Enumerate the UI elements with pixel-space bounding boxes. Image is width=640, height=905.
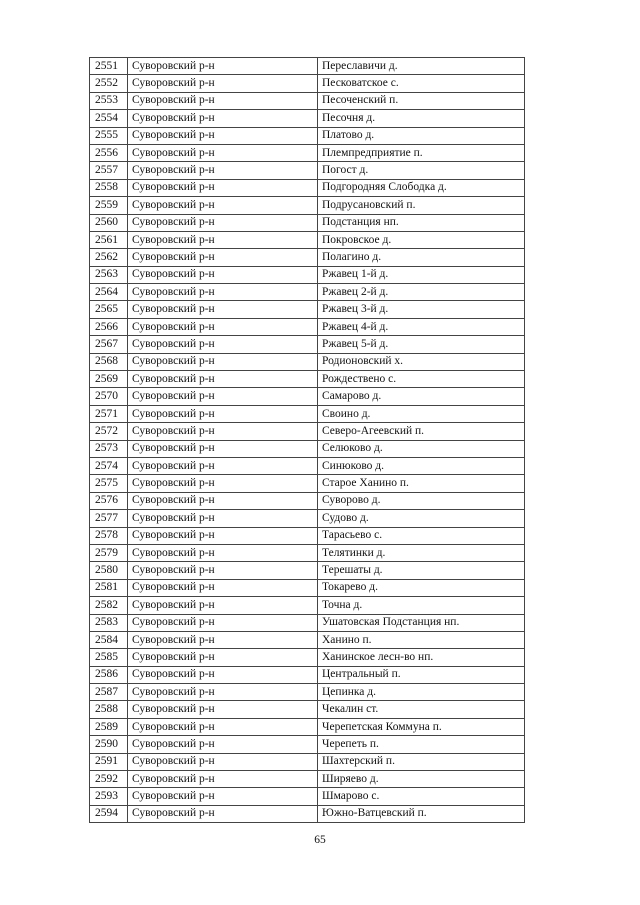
place-cell: Покровское д. [318,231,525,248]
row-number-cell: 2552 [90,75,128,92]
place-cell: Старое Ханино п. [318,475,525,492]
district-cell: Суворовский р-н [128,301,318,318]
district-cell: Суворовский р-н [128,318,318,335]
place-cell: Ширяево д. [318,771,525,788]
place-cell: Селюково д. [318,440,525,457]
table-row [90,110,525,127]
row-number-cell: 2593 [90,788,128,805]
table-row [90,736,525,753]
place-cell: Чекалин ст. [318,701,525,718]
place-cell: Своино д. [318,405,525,422]
place-cell: Синюково д. [318,457,525,474]
row-number-cell: 2558 [90,179,128,196]
district-cell: Суворовский р-н [128,457,318,474]
place-cell: Ржавец 4-й д. [318,318,525,335]
district-cell: Суворовский р-н [128,805,318,822]
district-cell: Суворовский р-н [128,92,318,109]
table-row [90,371,525,388]
place-cell: Рождествено с. [318,371,525,388]
row-number-cell: 2592 [90,771,128,788]
place-cell: Платово д. [318,127,525,144]
district-cell: Суворовский р-н [128,353,318,370]
row-number-cell: 2567 [90,336,128,353]
district-cell: Суворовский р-н [128,162,318,179]
district-cell: Суворовский р-н [128,266,318,283]
table-row [90,214,525,231]
table-row [90,597,525,614]
place-cell: Погост д. [318,162,525,179]
place-cell: Шахтерский п. [318,753,525,770]
table-row [90,353,525,370]
district-cell: Суворовский р-н [128,423,318,440]
table-row [90,405,525,422]
table-row [90,284,525,301]
row-number-cell: 2585 [90,649,128,666]
row-number-cell: 2563 [90,266,128,283]
place-cell: Ржавец 3-й д. [318,301,525,318]
place-cell: Песоченский п. [318,92,525,109]
district-cell: Суворовский р-н [128,336,318,353]
row-number-cell: 2574 [90,457,128,474]
district-cell: Суворовский р-н [128,684,318,701]
place-cell: Цепинка д. [318,684,525,701]
row-number-cell: 2566 [90,318,128,335]
row-number-cell: 2590 [90,736,128,753]
table-row [90,318,525,335]
place-cell: Токарево д. [318,579,525,596]
table-row [90,75,525,92]
place-cell: Точна д. [318,597,525,614]
row-number-cell: 2582 [90,597,128,614]
place-cell: Южно-Ватцевский п. [318,805,525,822]
row-number-cell: 2572 [90,423,128,440]
table-row [90,510,525,527]
row-number-cell: 2565 [90,301,128,318]
table-row [90,457,525,474]
table-row [90,684,525,701]
settlements-table [89,57,525,823]
row-number-cell: 2578 [90,527,128,544]
row-number-cell: 2577 [90,510,128,527]
page-number: 65 [314,834,326,846]
row-number-cell: 2587 [90,684,128,701]
district-cell: Суворовский р-н [128,284,318,301]
table-row [90,92,525,109]
table-row [90,179,525,196]
table-row [90,423,525,440]
table-row [90,475,525,492]
district-cell: Суворовский р-н [128,405,318,422]
district-cell: Суворовский р-н [128,214,318,231]
table-row [90,127,525,144]
place-cell: Племпредприятие п. [318,144,525,161]
table-row [90,492,525,509]
row-number-cell: 2584 [90,631,128,648]
table-row [90,771,525,788]
district-cell: Суворовский р-н [128,649,318,666]
row-number-cell: 2589 [90,718,128,735]
place-cell: Подстанция нп. [318,214,525,231]
row-number-cell: 2576 [90,492,128,509]
place-cell: Ушатовская Подстанция нп. [318,614,525,631]
table-row [90,701,525,718]
place-cell: Переславичи д. [318,58,525,75]
district-cell: Суворовский р-н [128,492,318,509]
district-cell: Суворовский р-н [128,231,318,248]
row-number-cell: 2557 [90,162,128,179]
district-cell: Суворовский р-н [128,475,318,492]
district-cell: Суворовский р-н [128,718,318,735]
table-row [90,388,525,405]
district-cell: Суворовский р-н [128,788,318,805]
district-cell: Суворовский р-н [128,197,318,214]
district-cell: Суворовский р-н [128,127,318,144]
row-number-cell: 2588 [90,701,128,718]
table-row [90,631,525,648]
row-number-cell: 2553 [90,92,128,109]
district-cell: Суворовский р-н [128,562,318,579]
district-cell: Суворовский р-н [128,527,318,544]
row-number-cell: 2591 [90,753,128,770]
row-number-cell: 2573 [90,440,128,457]
table-row [90,249,525,266]
district-cell: Суворовский р-н [128,371,318,388]
district-cell: Суворовский р-н [128,179,318,196]
place-cell: Подгородняя Слободка д. [318,179,525,196]
place-cell: Тарасьево с. [318,527,525,544]
place-cell: Подрусановский п. [318,197,525,214]
place-cell: Суворово д. [318,492,525,509]
district-cell: Суворовский р-н [128,631,318,648]
row-number-cell: 2580 [90,562,128,579]
table-row [90,718,525,735]
district-cell: Суворовский р-н [128,579,318,596]
row-number-cell: 2564 [90,284,128,301]
table-body [90,58,525,823]
place-cell: Шмарово с. [318,788,525,805]
row-number-cell: 2569 [90,371,128,388]
table-row [90,579,525,596]
district-cell: Суворовский р-н [128,597,318,614]
place-cell: Самарово д. [318,388,525,405]
table-row [90,231,525,248]
table-row [90,562,525,579]
table-row [90,544,525,561]
district-cell: Суворовский р-н [128,544,318,561]
row-number-cell: 2556 [90,144,128,161]
place-cell: Судово д. [318,510,525,527]
row-number-cell: 2562 [90,249,128,266]
row-number-cell: 2568 [90,353,128,370]
district-cell: Суворовский р-н [128,144,318,161]
table-row [90,753,525,770]
place-cell: Ржавец 1-й д. [318,266,525,283]
place-cell: Терешаты д. [318,562,525,579]
place-cell: Северо-Агеевский п. [318,423,525,440]
district-cell: Суворовский р-н [128,440,318,457]
row-number-cell: 2551 [90,58,128,75]
place-cell: Песковатское с. [318,75,525,92]
table-row [90,266,525,283]
table-row [90,805,525,822]
place-cell: Полагино д. [318,249,525,266]
table-row [90,614,525,631]
place-cell: Ржавец 2-й д. [318,284,525,301]
row-number-cell: 2571 [90,405,128,422]
row-number-cell: 2570 [90,388,128,405]
place-cell: Центральный п. [318,666,525,683]
table-row [90,788,525,805]
row-number-cell: 2555 [90,127,128,144]
district-cell: Суворовский р-н [128,75,318,92]
district-cell: Суворовский р-н [128,58,318,75]
place-cell: Черепеть п. [318,736,525,753]
table-row [90,301,525,318]
district-cell: Суворовский р-н [128,249,318,266]
table-row [90,58,525,75]
row-number-cell: 2561 [90,231,128,248]
table-row [90,649,525,666]
row-number-cell: 2560 [90,214,128,231]
district-cell: Суворовский р-н [128,701,318,718]
place-cell: Черепетская Коммуна п. [318,718,525,735]
district-cell: Суворовский р-н [128,614,318,631]
table-row [90,666,525,683]
place-cell: Телятинки д. [318,544,525,561]
district-cell: Суворовский р-н [128,753,318,770]
place-cell: Ханинское лесн-во нп. [318,649,525,666]
row-number-cell: 2559 [90,197,128,214]
place-cell: Ржавец 5-й д. [318,336,525,353]
row-number-cell: 2579 [90,544,128,561]
row-number-cell: 2583 [90,614,128,631]
table-row [90,527,525,544]
row-number-cell: 2594 [90,805,128,822]
row-number-cell: 2586 [90,666,128,683]
district-cell: Суворовский р-н [128,110,318,127]
place-cell: Родионовский х. [318,353,525,370]
table-row [90,336,525,353]
place-cell: Ханино п. [318,631,525,648]
place-cell: Песочня д. [318,110,525,127]
table-row [90,440,525,457]
district-cell: Суворовский р-н [128,510,318,527]
row-number-cell: 2575 [90,475,128,492]
district-cell: Суворовский р-н [128,736,318,753]
district-cell: Суворовский р-н [128,771,318,788]
row-number-cell: 2581 [90,579,128,596]
row-number-cell: 2554 [90,110,128,127]
district-cell: Суворовский р-н [128,666,318,683]
district-cell: Суворовский р-н [128,388,318,405]
table-row [90,144,525,161]
table-row [90,162,525,179]
table-row [90,197,525,214]
